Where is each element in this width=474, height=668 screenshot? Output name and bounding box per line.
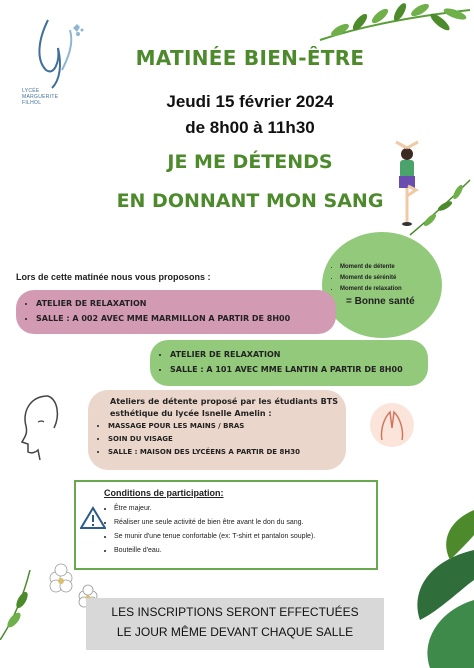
logo-text: [22, 88, 102, 106]
workshop-item: • ATELIER DE RELAXATION: [36, 296, 336, 311]
benefit-item: • Moment de sérénité: [340, 273, 402, 284]
logo-text-line: LYCÉE: [22, 88, 40, 94]
banner-line-2: LE JOUR MÊME DEVANT CHAQUE SALLE: [116, 625, 354, 639]
benefit-item: • Moment de détente: [340, 262, 402, 273]
slogan-line-1: JE ME DÉTENDS: [167, 151, 333, 173]
workshop-item: • SALLE : A 002 AVEC MME MARMILLON A PARTIR DE 8H00: [36, 311, 336, 326]
hands-icon: [368, 400, 416, 450]
workshop-item: • ATELIER DE RELAXATION: [170, 347, 428, 362]
benefits-circle: [322, 232, 442, 338]
workshop-item: • MASSAGE POUR LES MAINS / BRAS: [108, 420, 346, 433]
logo-text-line: FILHOL: [22, 100, 42, 106]
condition-item: • Réaliser une seule activité de bien être avant le don du sang.: [114, 516, 315, 530]
page-title: MATINÉE BIEN-ÊTRE: [135, 46, 365, 70]
monstera-leaves-icon: [390, 510, 474, 668]
slogan-line-2: EN DONNANT MON SANG: [116, 190, 384, 212]
warning-icon: [80, 506, 106, 530]
workshop-box-3: [88, 390, 346, 470]
benefit-result: = Bonne santé: [346, 296, 415, 307]
conditions-box: [74, 480, 378, 570]
leaves-right-icon: [400, 170, 474, 240]
workshop-item: • SALLE : MAISON DES LYCÉENS A PARTIR DE 8H30: [108, 446, 346, 459]
registration-banner: [86, 598, 384, 650]
condition-item: • Se munir d'une tenue confortable (ex: T-shirt et pantalon souple).: [114, 530, 315, 544]
event-date: Jeudi 15 février 2024: [166, 92, 334, 111]
banner-line-1: LES INSCRIPTIONS SERONT EFFECTUÉES: [111, 605, 359, 619]
condition-item: • Être majeur.: [114, 502, 315, 516]
logo-text-line: MARGUERITE: [22, 94, 59, 100]
face-profile-icon: [18, 392, 64, 464]
conditions-title: Conditions de participation:: [104, 488, 224, 498]
event-time: de 8h00 à 11h30: [185, 118, 315, 137]
leaves-bottom-left-icon: [0, 570, 40, 640]
benefit-item: • Moment de relaxation: [340, 284, 402, 295]
condition-item: • Bouteille d'eau.: [114, 544, 315, 558]
workshop-box-1: [16, 290, 336, 334]
workshop-item: • SOIN DU VISAGE: [108, 433, 346, 446]
intro-text: Lors de cette matinée nous vous proposons :: [16, 272, 211, 282]
workshop-item: • SALLE : A 101 AVEC MME LANTIN A PARTIR DE 8H00: [170, 362, 428, 377]
workshop-lead: Ateliers de détente proposé par les étudiants BTS esthétique du lycée Isnelle Amelin :: [110, 397, 338, 418]
leaves-top-right-icon: [300, 0, 474, 50]
workshop-box-2: [150, 340, 428, 386]
